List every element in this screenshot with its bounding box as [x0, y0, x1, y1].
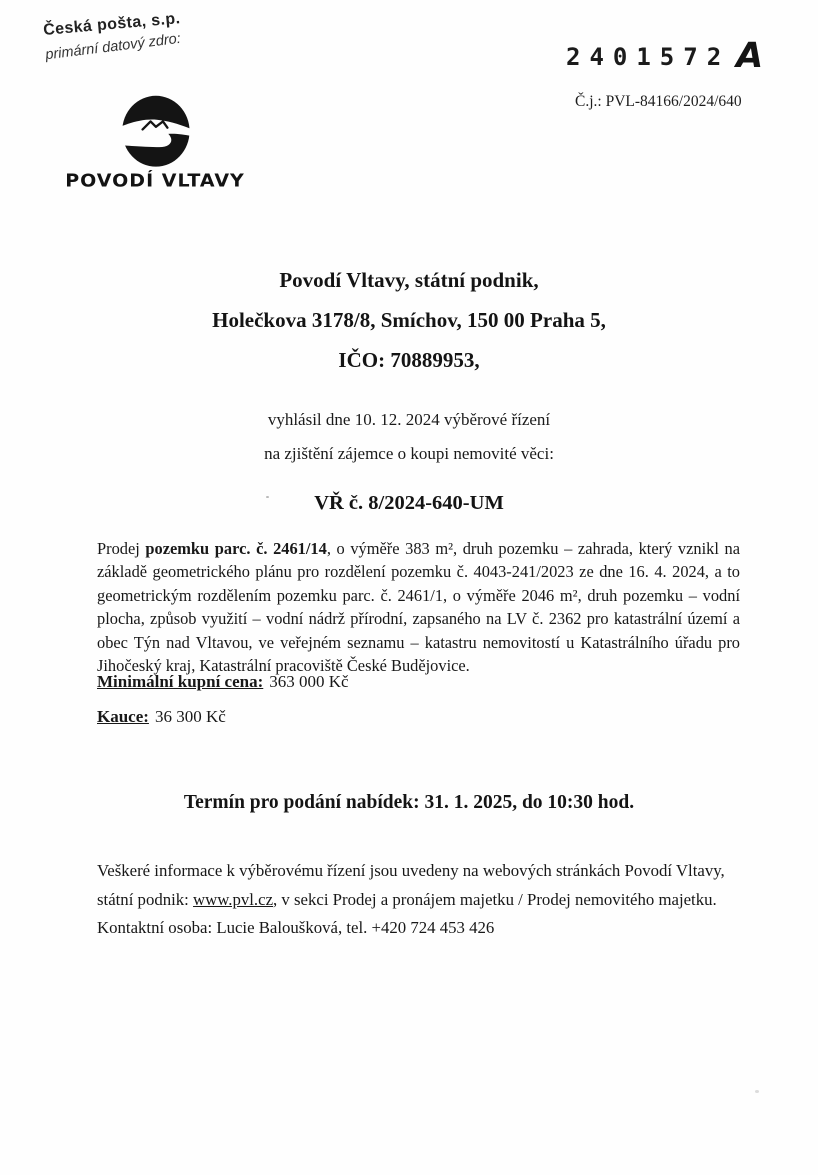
povodi-vltavy-emblem-icon [88, 94, 222, 172]
submission-deadline: Termín pro podání nabídek: 31. 1. 2025, do 10:30 hod. [183, 792, 635, 813]
minimum-price-row [97, 672, 349, 692]
postal-stamp-subtitle: primární datový zdro: [44, 30, 182, 64]
letterhead-company: Povodí Vltavy, státní podnik, [279, 268, 539, 292]
pvl-website-link: www.pvl.cz [193, 889, 274, 909]
stamp-letter: A [736, 36, 764, 76]
announcement [0, 403, 818, 471]
letterhead [0, 260, 818, 380]
contact-person: Kontaktní osoba: Lucie Baloušková, tel. +420 724 453 426 [97, 918, 495, 937]
document-number-stamp [566, 34, 763, 74]
scan-artifact [266, 496, 269, 498]
letterhead-address: Holečkova 3178/8, Smíchov, 150 00 Praha 5, [212, 308, 606, 332]
povodi-vltavy-logo [60, 94, 250, 192]
scan-artifact [755, 1090, 759, 1093]
reference-number: Č.j.: PVL-84166/2024/640 [575, 93, 742, 110]
announcement-line2: na zjištění zájemce o koupi nemovité věci: [264, 444, 554, 463]
deposit-row [97, 707, 226, 727]
deposit-value: 36 300 Kč [154, 707, 226, 726]
postal-stamp [42, 10, 183, 64]
minimum-price-value: 363 000 Kč [269, 672, 349, 691]
logo-wordmark: POVODÍ VLTAVY [65, 170, 245, 192]
text-segment: Veškeré informace k výběrovému řízení jsou uvedeny na webových stránkách Povodí Vltavy, státní podnik: [97, 861, 725, 909]
deposit-label: Kauce: [97, 707, 149, 726]
postal-stamp-org: Česká pošta, s.p. [42, 10, 182, 40]
letterhead-ico: IČO: 70889953, [338, 348, 480, 372]
minimum-price-label: Minimální kupní cena: [97, 672, 264, 691]
text-segment: , o výměře 383 m², druh pozemku – zahrada, který vznikl na základě geometrického plánu pro rozdělení pozemku č. 4043-241/2023 ze dne 16. 4. 2024, a to geometrickým rozdělením pozemku parc. č. 2461/1, o výměře 2046 m², druh pozemku – vodní plocha, způsob využití – vodní nádrž přírodní, zapsaného na LV č. 2362 pro katastrální území a obec Týn nad Vltavou, ve veřejném seznamu – katastru nemovitostí u Katastrálního úřadu pro Jihočeský kraj, Katastrální pracoviště České Budějovice. [97, 539, 740, 676]
stamp-number: 2401572 [566, 43, 731, 71]
info-paragraph [97, 857, 749, 914]
tender-number-heading: VŘ č. 8/2024-640-UM [314, 492, 504, 514]
property-description [97, 537, 740, 677]
text-segment: pozemku parc. č. 2461/14 [145, 539, 327, 558]
text-segment: , v sekci Prodej a pronájem majetku / Prodej nemovitého majetku. [273, 889, 717, 909]
text-segment: Prodej [97, 539, 146, 558]
announcement-line1: vyhlásil dne 10. 12. 2024 výběrové řízení [267, 410, 551, 429]
